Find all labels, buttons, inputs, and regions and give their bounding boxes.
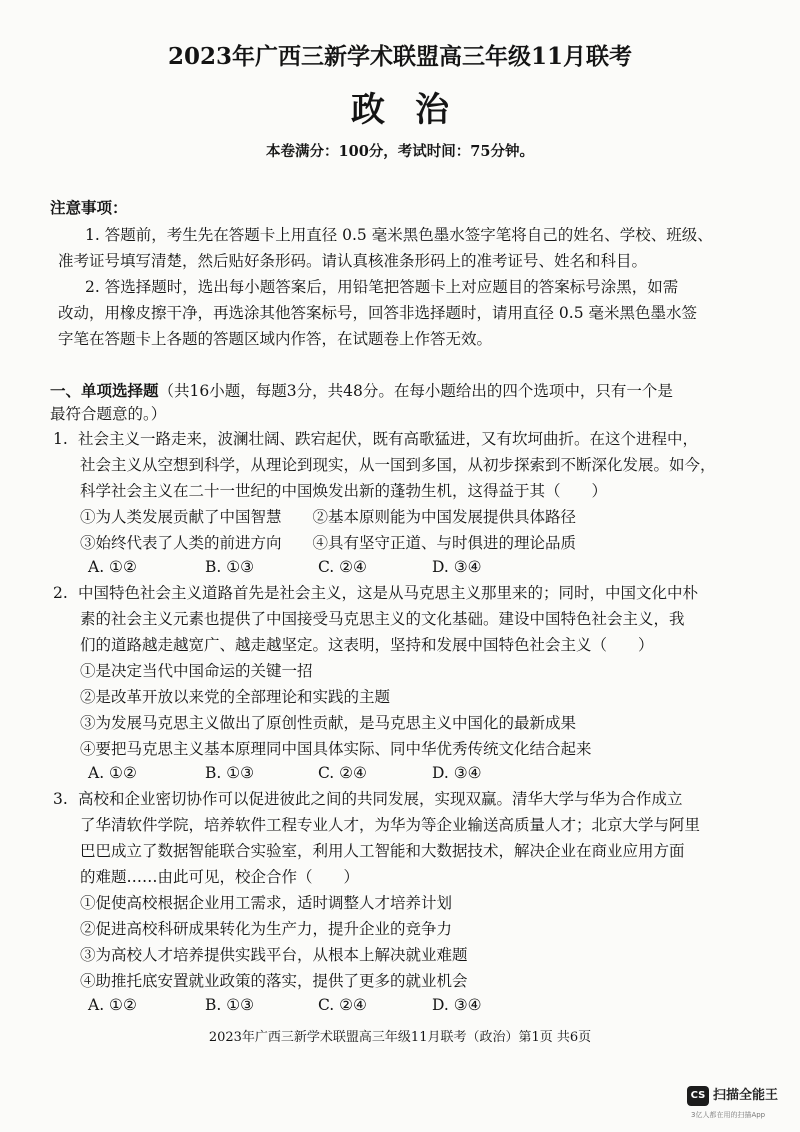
question-1-stem-line: 社会主义从空想到科学，从理论到现实，从一国到多国，从初步探索到不断深化发展。如今，: [80, 456, 716, 474]
question-1-stem-line: 科学社会主义在二十一世纪的中国焕发出新的蓬勃生机，这得益于其（ ）: [80, 482, 608, 500]
question-2-option-d[interactable]: D. ③④: [432, 764, 482, 782]
section-title-bold: 一、单项选择题: [50, 381, 159, 400]
question-3-item: ④助推托底安置就业政策的落实，提供了更多的就业机会: [80, 972, 468, 990]
question-1-item: ③始终代表了人类的前进方向 ④具有坚守正道、与时俱进的理论品质: [80, 534, 577, 552]
question-2-stem-line: [53, 582, 699, 604]
question-1-option-c[interactable]: C. ②④: [318, 558, 367, 576]
camscanner-logo-icon: CS: [687, 1086, 709, 1106]
question-2-item: ②是改革开放以来党的全部理论和实践的主题: [80, 688, 391, 706]
section-title-line2: 最符合题意的。）: [50, 405, 167, 423]
question-2-option-c[interactable]: C. ②④: [318, 764, 367, 782]
section-title-rest: （共16小题，每题3分，共48分。在每小题给出的四个选项中，只有一个是: [158, 382, 673, 400]
question-3-option-b[interactable]: B. ①③: [205, 996, 255, 1014]
notice-line: 字笔在答题卡上各题的答题区域内作答，在试题卷上作答无效。: [58, 330, 493, 348]
question-3-option-a[interactable]: A. ①②: [88, 996, 137, 1014]
question-3-item: ①促使高校根据企业用工需求，适时调整人才培养计划: [80, 894, 453, 912]
question-2-item: ③为发展马克思主义做出了原创性贡献，是马克思主义中国化的最新成果: [80, 714, 577, 732]
notice-heading: 注意事项：: [50, 198, 128, 217]
question-1-stem-line: [53, 428, 699, 450]
question-2-stem-line: 素的社会主义元素也提供了中国接受马克思主义的文化基础。建设中国特色社会主义，我: [80, 610, 685, 628]
question-2-stem-line: 们的道路越走越宽广、越走越坚定。这表明，坚持和发展中国特色社会主义（ ）: [80, 636, 654, 654]
question-1-option-d[interactable]: D. ③④: [432, 558, 482, 576]
question-1-option-b[interactable]: B. ①③: [205, 558, 255, 576]
question-number: 3.: [53, 790, 68, 808]
notice-line: 2. 答选择题时，选出每小题答案后，用铅笔把答题卡上对应题目的答案标号涂黑，如需: [85, 278, 679, 296]
question-3-stem-line: [53, 788, 683, 810]
subject-title: 政治: [351, 90, 479, 130]
scanner-watermark: [683, 1084, 793, 1128]
question-stem-text: 高校和企业密切协作可以促进彼此之间的共同发展，实现双赢。清华大学与华为合作成立: [78, 790, 683, 808]
question-2-option-a[interactable]: A. ①②: [88, 764, 137, 782]
notice-line: 改动，用橡皮擦干净，再选涂其他答案标号，回答非选择题时，请用直径 0.5 毫米黑色墨水签: [58, 304, 698, 322]
question-3-option-c[interactable]: C. ②④: [318, 996, 367, 1014]
question-3-option-d[interactable]: D. ③④: [432, 996, 482, 1014]
question-stem-text: 社会主义一路走来，波澜壮阔、跌宕起伏，既有高歌猛进，又有坎坷曲折。在这个进程中，: [78, 430, 699, 448]
question-3-item: ②促进高校科研成果转化为生产力，提升企业的竞争力: [80, 920, 453, 938]
question-number: 1.: [53, 430, 68, 448]
page-footer: 2023年广西三新学术联盟高三年级11月联考（政治）第1页 共6页: [208, 1030, 592, 1045]
question-2-item: ①是决定当代中国命运的关键一招: [80, 662, 313, 680]
question-3-stem-line: 巴巴成立了数据智能联合实验室，利用人工智能和大数据技术，解决企业在商业应用方面: [80, 842, 685, 860]
question-number: 2.: [53, 584, 68, 602]
question-1-option-a[interactable]: A. ①②: [88, 558, 137, 576]
question-3-item: ③为高校人才培养提供实践平台，从根本上解决就业难题: [80, 946, 468, 964]
question-2-option-b[interactable]: B. ①③: [205, 764, 255, 782]
question-stem-text: 中国特色社会主义道路首先是社会主义，这是从马克思主义那里来的；同时，中国文化中朴: [78, 584, 699, 602]
watermark-tagline: 3亿人都在用的扫描App: [691, 1111, 766, 1119]
question-3-stem-line: 的难题……由此可见，校企合作（ ）: [80, 868, 360, 886]
section-title: [50, 380, 673, 402]
watermark-name: 扫描全能王: [713, 1088, 779, 1103]
notice-line: 准考证号填写清楚，然后贴好条形码。请认真核准条形码上的准考证号、姓名和科目。: [58, 252, 648, 270]
question-2-item: ④要把马克思主义基本原理同中国具体实际、同中华优秀传统文化结合起来: [80, 740, 592, 758]
exam-info: 本卷满分：100分，考试时间：75分钟。: [266, 143, 534, 160]
notice-line: 1. 答题前，考生先在答题卡上用直径 0.5 毫米黑色墨水签字笔将自己的姓名、学校、班级、: [85, 226, 713, 244]
question-3-stem-line: 了华清软件学院，培养软件工程专业人才，为华为等企业输送高质量人才；北京大学与阿里: [80, 816, 701, 834]
exam-title: 2023年广西三新学术联盟高三年级11月联考: [167, 43, 633, 70]
question-1-item: ①为人类发展贡献了中国智慧 ②基本原则能为中国发展提供具体路径: [80, 508, 577, 526]
